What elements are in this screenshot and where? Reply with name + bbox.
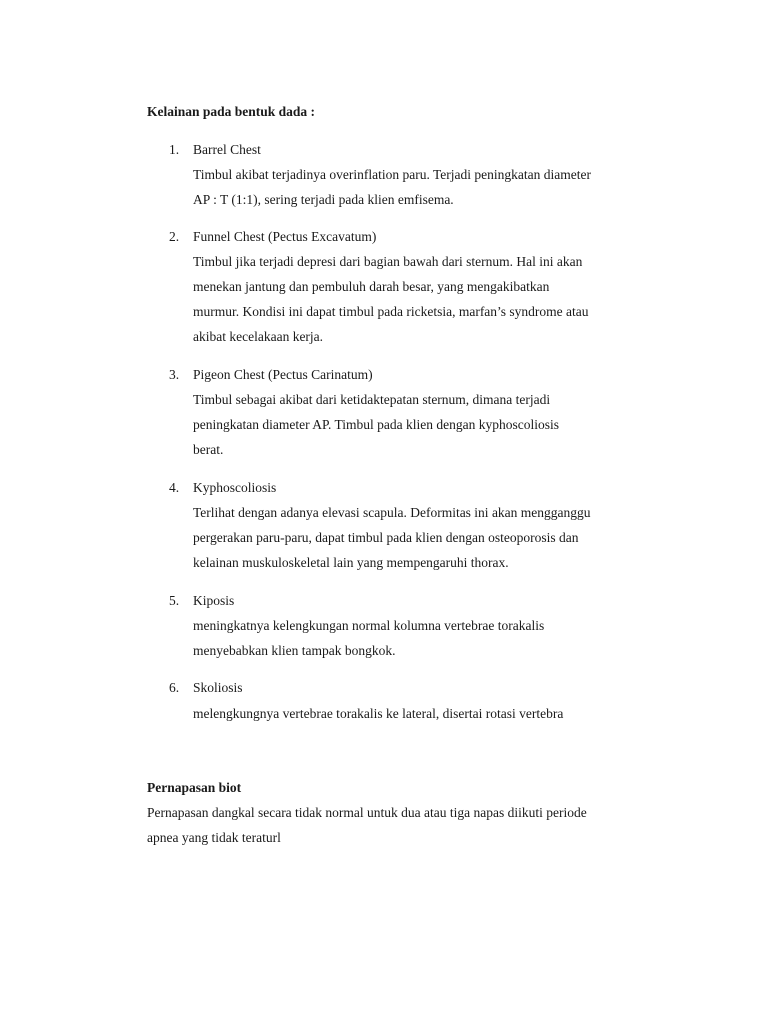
list-number: 6. bbox=[169, 680, 180, 695]
section-heading: Kelainan pada bentuk dada : bbox=[147, 104, 316, 119]
list-item-text: murmur. Kondisi ini dapat timbul pada ricketsia, marfan’s syndrome atau bbox=[193, 304, 589, 319]
list-item-title: Pigeon Chest (Pectus Carinatum) bbox=[193, 367, 373, 382]
list-item-text: pergerakan paru-paru, dapat timbul pada klien dengan osteoporosis dan bbox=[193, 530, 579, 545]
list-item-text: kelainan muskuloskeletal lain yang mempengaruhi thorax. bbox=[193, 555, 509, 570]
list-item-text: AP : T (1:1), sering terjadi pada klien emfisema. bbox=[193, 192, 454, 207]
section-heading: Pernapasan biot bbox=[147, 780, 242, 795]
list-item-text: Timbul akibat terjadinya overinflation paru. Terjadi peningkatan diameter bbox=[193, 167, 591, 182]
list-item-text: melengkungnya vertebrae torakalis ke lateral, disertai rotasi vertebra bbox=[193, 706, 564, 721]
list-item-text: Timbul sebagai akibat dari ketidaktepatan sternum, dimana terjadi bbox=[193, 392, 551, 407]
list-number: 5. bbox=[169, 593, 180, 608]
paragraph-text: apnea yang tidak teraturl bbox=[147, 830, 281, 845]
list-item-text: Terlihat dengan adanya elevasi scapula. Deformitas ini akan mengganggu bbox=[193, 505, 591, 520]
list-item-text: akibat kecelakaan kerja. bbox=[193, 329, 324, 344]
list-number: 4. bbox=[169, 480, 180, 495]
list-number: 1. bbox=[169, 142, 180, 157]
list-item-text: meningkatnya kelengkungan normal kolumna vertebrae torakalis bbox=[193, 618, 545, 633]
list-item-text: menyebabkan klien tampak bongkok. bbox=[193, 643, 396, 658]
list-item-title: Skoliosis bbox=[193, 680, 243, 695]
list-number: 2. bbox=[169, 229, 180, 244]
list-item-text: berat. bbox=[193, 442, 224, 457]
list-item-text: peningkatan diameter AP. Timbul pada klien dengan kyphoscoliosis bbox=[193, 417, 559, 432]
list-item-title: Barrel Chest bbox=[193, 142, 261, 157]
paragraph-text: Pernapasan dangkal secara tidak normal untuk dua atau tiga napas diikuti periode bbox=[147, 805, 587, 820]
list-item-text: Timbul jika terjadi depresi dari bagian bawah dari sternum. Hal ini akan bbox=[193, 254, 583, 269]
list-item-text: menekan jantung dan pembuluh darah besar, yang mengakibatkan bbox=[193, 279, 550, 294]
list-item-title: Funnel Chest (Pectus Excavatum) bbox=[193, 229, 377, 244]
list-item-title: Kyphoscoliosis bbox=[193, 480, 277, 495]
list-number: 3. bbox=[169, 367, 180, 382]
list-item-title: Kiposis bbox=[193, 593, 235, 608]
